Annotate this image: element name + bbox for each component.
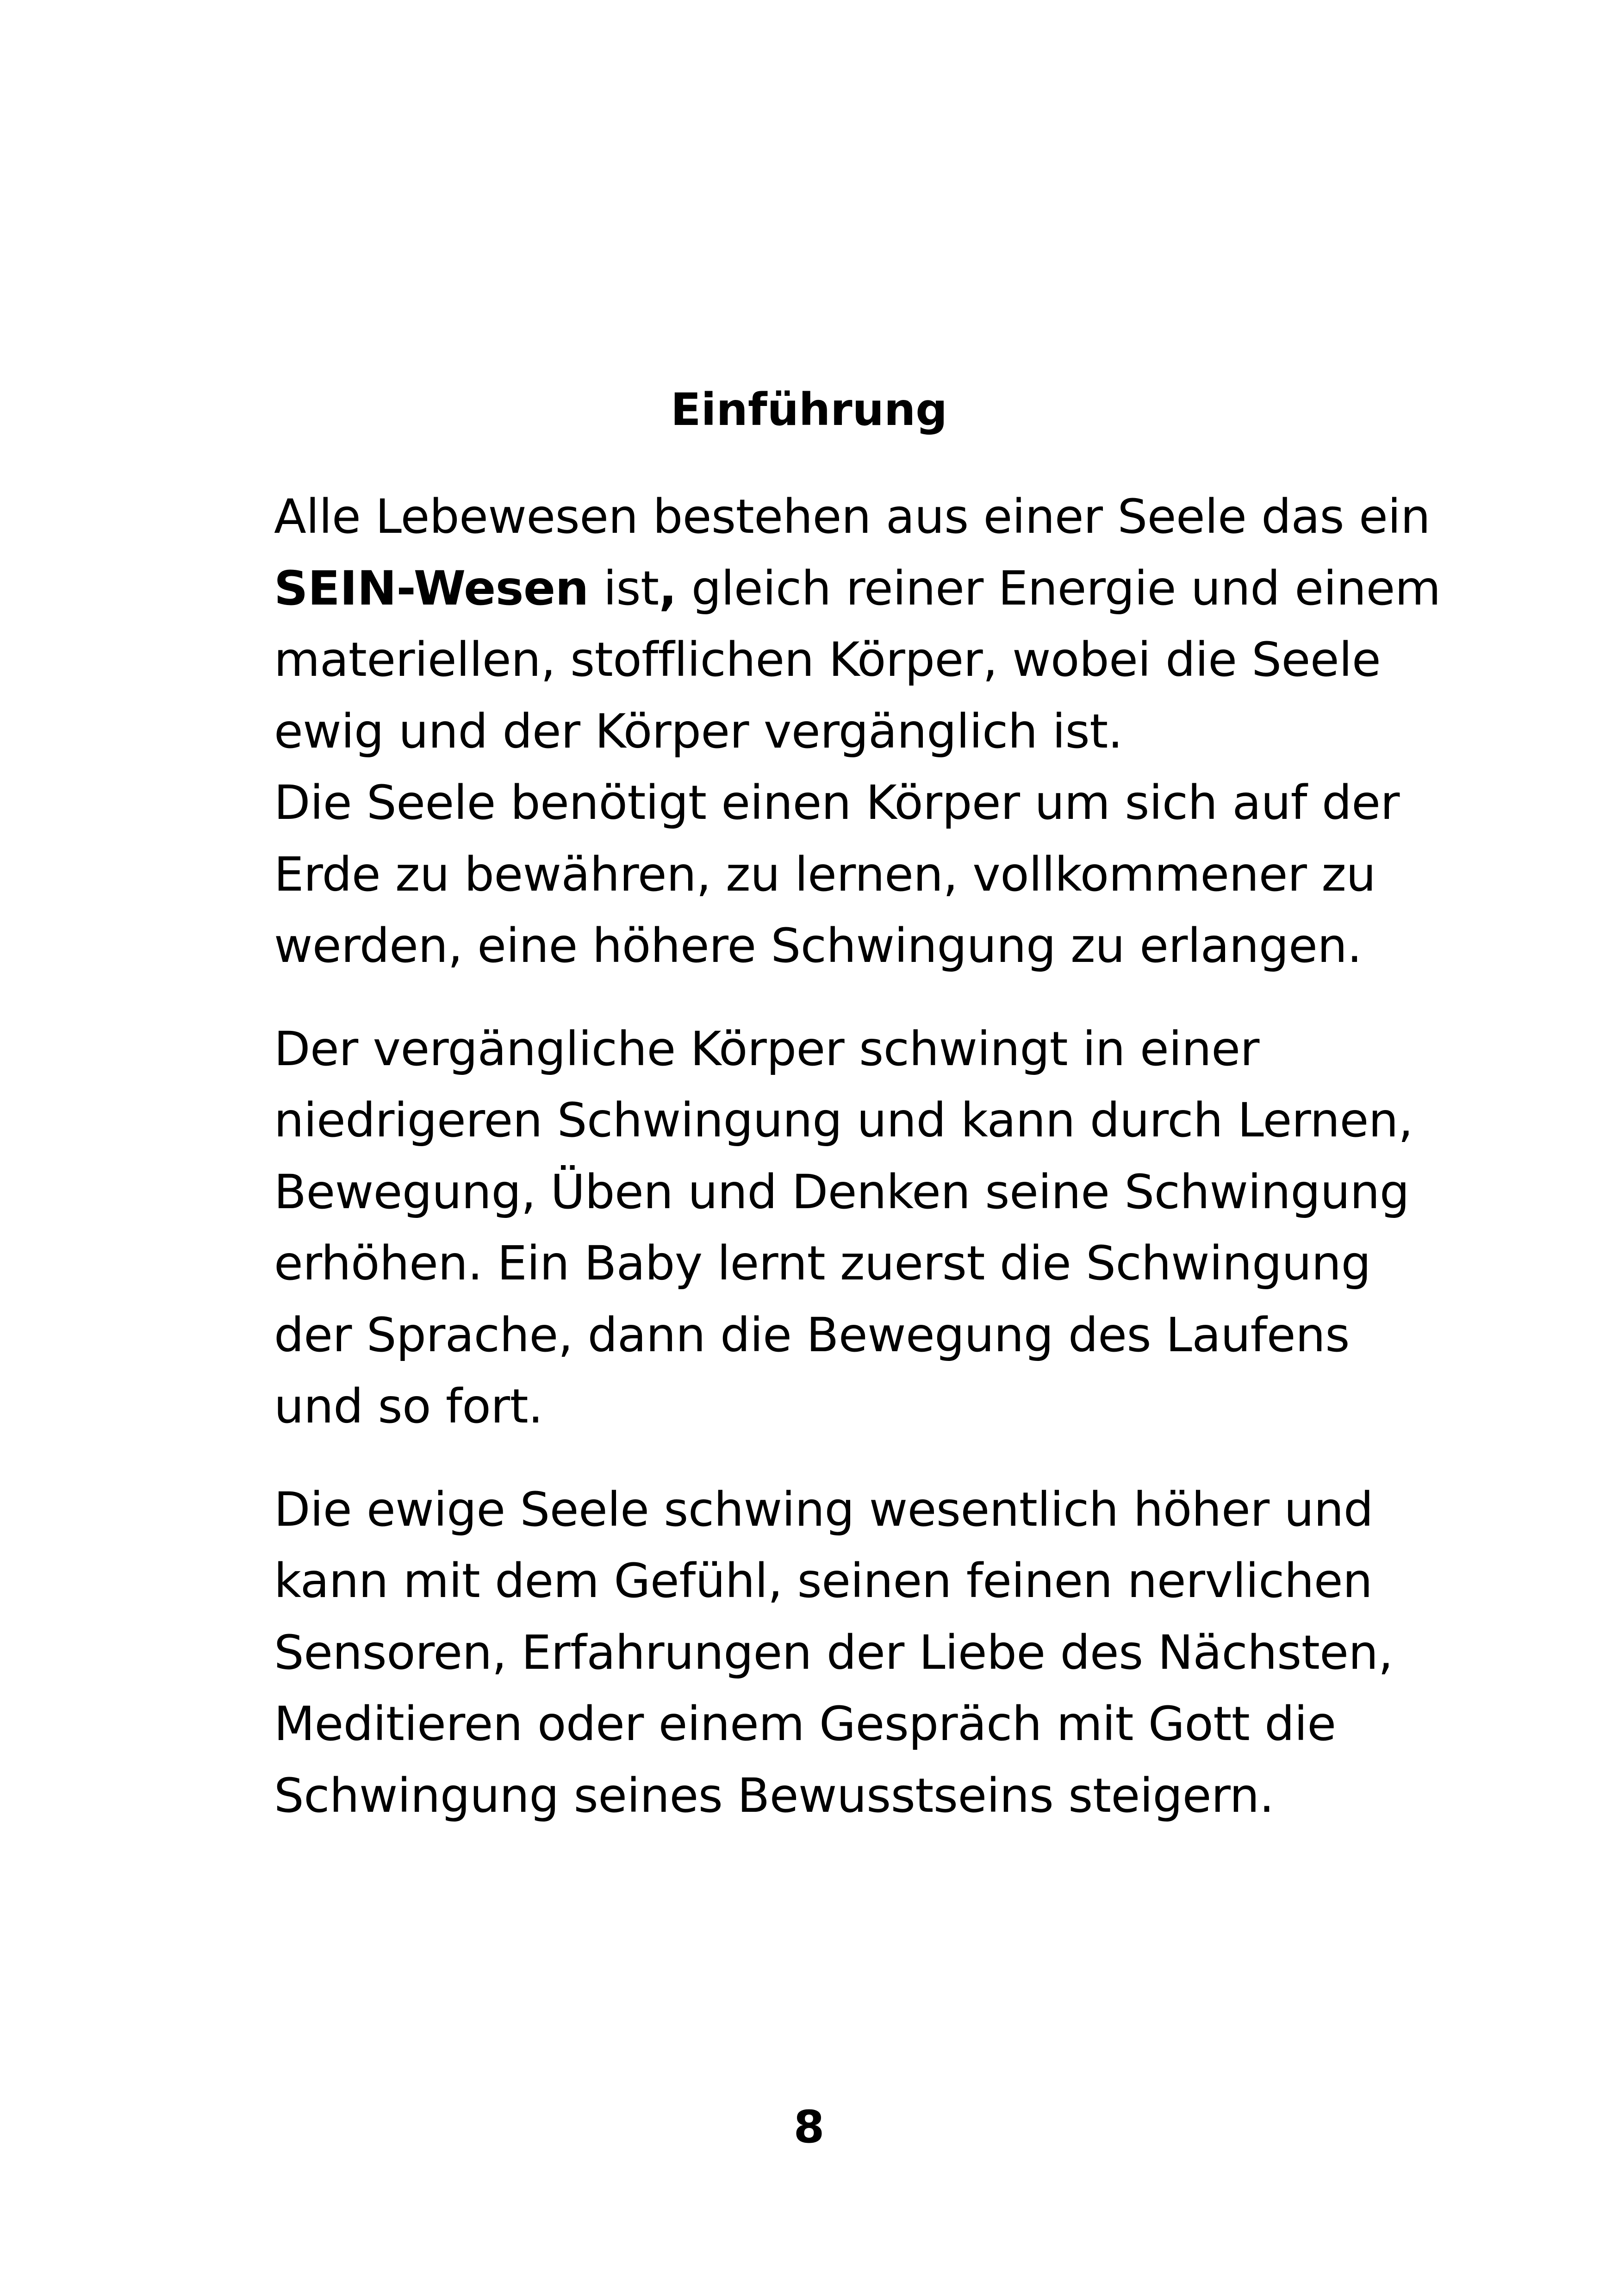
- text-line: ewig und der Körper vergänglich ist.: [274, 704, 1123, 759]
- text-line: Erde zu bewähren, zu lernen, vollkommener zu: [274, 847, 1376, 902]
- page-title: Einführung: [670, 384, 948, 436]
- text-line: materiellen, stofflichen Körper, wobei die Seele: [274, 632, 1381, 687]
- text-line: Bewegung, Üben und Denken seine Schwingung: [274, 1164, 1410, 1220]
- text-line: Die Seele benötigt einen Körper um sich auf der: [274, 775, 1400, 830]
- page-number: 8: [793, 2101, 825, 2153]
- text-line: niedrigeren Schwingung und kann durch Lernen,: [274, 1093, 1413, 1148]
- text-line: kann mit dem Gefühl, seinen feinen nervlichen: [274, 1554, 1373, 1609]
- text-line: erhöhen. Ein Baby lernt zuerst die Schwingung: [274, 1236, 1371, 1291]
- text-line: der Sprache, dann die Bewegung des Laufens: [274, 1307, 1350, 1363]
- text-segment: ist: [588, 561, 659, 616]
- text-line: Sensoren, Erfahrungen der Liebe des Nächsten,: [274, 1625, 1393, 1680]
- text-line: Alle Lebewesen bestehen aus einer Seele das ein: [274, 489, 1431, 544]
- text-line: Die ewige Seele schwing wesentlich höher und: [274, 1482, 1374, 1537]
- paragraph-1: [274, 481, 1441, 982]
- text-line: Schwingung seines Bewusstseins steigern.: [274, 1768, 1274, 1823]
- text-line: werden, eine höhere Schwingung zu erlangen.: [274, 918, 1362, 973]
- bold-term: SEIN-Wesen: [274, 561, 589, 616]
- text-line: Meditieren oder einem Gespräch mit Gott die: [274, 1697, 1336, 1752]
- body-text: [274, 481, 1441, 1832]
- text-segment: gleich reiner Energie und einem: [676, 561, 1441, 616]
- text-line: [274, 553, 1441, 625]
- bold-comma: ,: [659, 561, 677, 616]
- text-line: Der vergängliche Körper schwingt in einer: [274, 1021, 1259, 1077]
- text-line: und so fort.: [274, 1379, 543, 1434]
- paragraph-2: [274, 1014, 1413, 1443]
- paragraph-3: [274, 1474, 1393, 1832]
